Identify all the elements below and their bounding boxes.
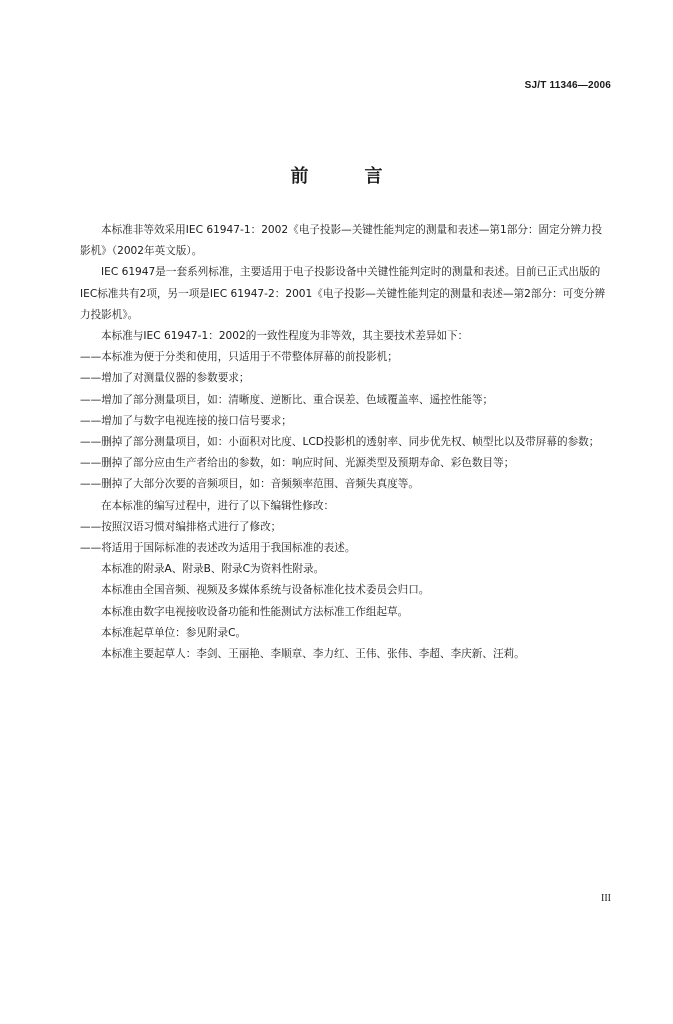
editorial-intro: 在本标准的编写过程中，进行了以下编辑性修改： xyxy=(101,499,335,512)
editorial-item: ——按照汉语习惯对编排格式进行了修改； xyxy=(80,520,282,533)
page-number: III xyxy=(601,893,611,904)
page-title xyxy=(0,162,673,188)
difference-item: ——增加了与数字电视连接的接口信号要求； xyxy=(80,414,292,427)
closing-line: 本标准起草单位：参见附录C。 xyxy=(101,626,247,639)
title-char-1: 前 xyxy=(290,166,309,187)
foreword-body xyxy=(80,220,610,665)
difference-item: ——删掉了部分应由生产者给出的参数，如：响应时间、光源类型及预期寿命、彩色数目等； xyxy=(80,457,515,470)
standard-code: SJ/T 11346—2006 xyxy=(524,80,611,91)
paragraph: 本标准与IEC 61947-1：2002的一致性程度为非等效，其主要技术差异如下： xyxy=(101,330,469,343)
closing-line: 本标准主要起草人：李剑、王丽艳、李顺章、李力红、王伟、张伟、李超、李庆新、汪莉。 xyxy=(101,648,525,661)
difference-item: ——增加了对测量仪器的参数要求； xyxy=(80,372,250,385)
difference-item: ——本标准为便于分类和使用，只适用于不带整体屏幕的前投影机； xyxy=(80,351,398,364)
paragraph: IEC 61947是一套系列标准，主要适用于电子投影设备中关键性能判定时的测量和表述。目前已正式出版的IEC标准共有2项，另一项是IEC 61947-2：2001《电子投影—关键性能判定的测量和表述—第2部分：可变分辨力投影机》。 xyxy=(80,266,606,321)
difference-item: ——增加了部分测量项目，如：清晰度、逆断比、重合误差、色域覆盖率、遥控性能等； xyxy=(80,393,494,406)
difference-item: ——删掉了大部分次要的音频项目，如：音频频率范围、音频失真度等。 xyxy=(80,478,419,491)
closing-line: 本标准的附录A、附录B、附录C为资料性附录。 xyxy=(101,563,325,576)
difference-item: ——删掉了部分测量项目，如：小面积对比度、LCD投影机的透射率、同步优先权、帧型比以及带屏幕的参数； xyxy=(80,436,600,449)
closing-line: 本标准由全国音频、视频及多媒体系统与设备标准化技术委员会归口。 xyxy=(101,584,430,597)
title-char-2: 言 xyxy=(364,166,383,187)
closing-line: 本标准由数字电视接收设备功能和性能测试方法标准工作组起草。 xyxy=(101,605,409,618)
editorial-item: ——将适用于国际标准的表述改为适用于我国标准的表述。 xyxy=(80,542,356,555)
paragraph: 本标准非等效采用IEC 61947-1：2002《电子投影—关键性能判定的测量和表述—第1部分：固定分辨力投影机》（2002年英文版）。 xyxy=(80,224,603,258)
